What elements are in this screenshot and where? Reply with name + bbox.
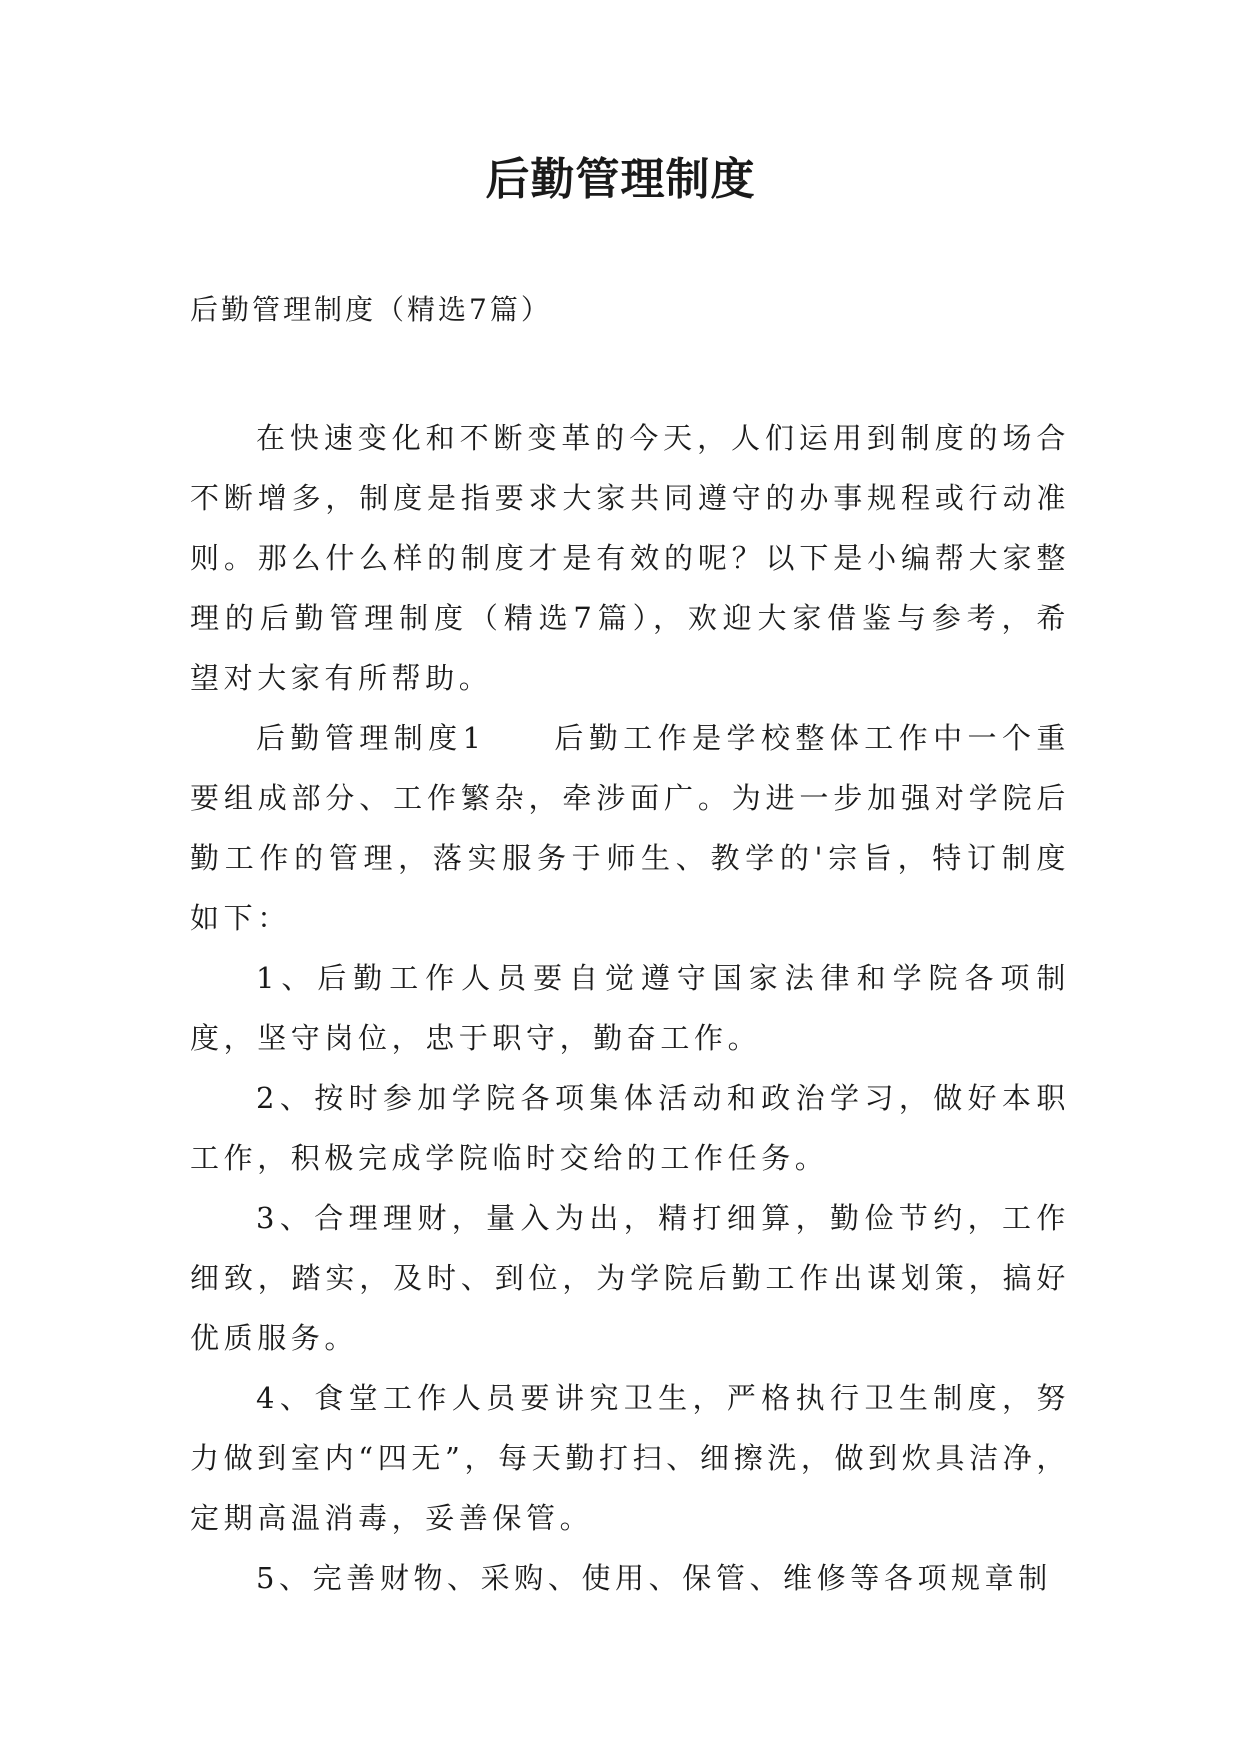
intro-paragraph: 在快速变化和不断变革的今天，人们运用到制度的场合不断增多，制度是指要求大家共同遵守的办事规程或行动准则。那么什么样的制度才是有效的呢？以下是小编帮大家整理的后勤管理制度（精选7篇），欢迎大家借鉴与参考，希望对大家有所帮助。 (190, 421, 1070, 695)
section-1-text: 后勤工作是学校整体工作中一个重要组成部分、工作繁杂，牵涉面广。为进一步加强对学院后勤工作的管理，落实服务于师生、教学的'宗旨，特订制度如下： (190, 721, 1070, 935)
list-item: 3、合理理财，量入为出，精打细算，勤俭节约，工作细致，踏实，及时、到位，为学院后勤工作出谋划策，搞好优质服务。 (190, 1201, 1070, 1355)
section-1-paragraph (190, 708, 1070, 948)
list-item: 2、按时参加学院各项集体活动和政治学习，做好本职工作，积极完成学院临时交给的工作任务。 (190, 1081, 1070, 1175)
list-item: 4、食堂工作人员要讲究卫生，严格执行卫生制度，努力做到室内“四无”，每天勤打扫、细擦洗，做到炊具洁净，定期高温消毒，妥善保管。 (190, 1381, 1070, 1535)
section-1-heading: 后勤管理制度1 (256, 721, 486, 755)
list-item: 1、后勤工作人员要自觉遵守国家法律和学院各项制度，坚守岗位，忠于职守，勤奋工作。 (190, 961, 1070, 1055)
document-subtitle: 后勤管理制度（精选7篇） (190, 293, 552, 326)
document-title: 后勤管理制度 (485, 154, 756, 205)
list-item: 5、完善财物、采购、使用、保管、维修等各项规章制 (256, 1561, 1052, 1595)
document-body (190, 408, 1070, 1608)
